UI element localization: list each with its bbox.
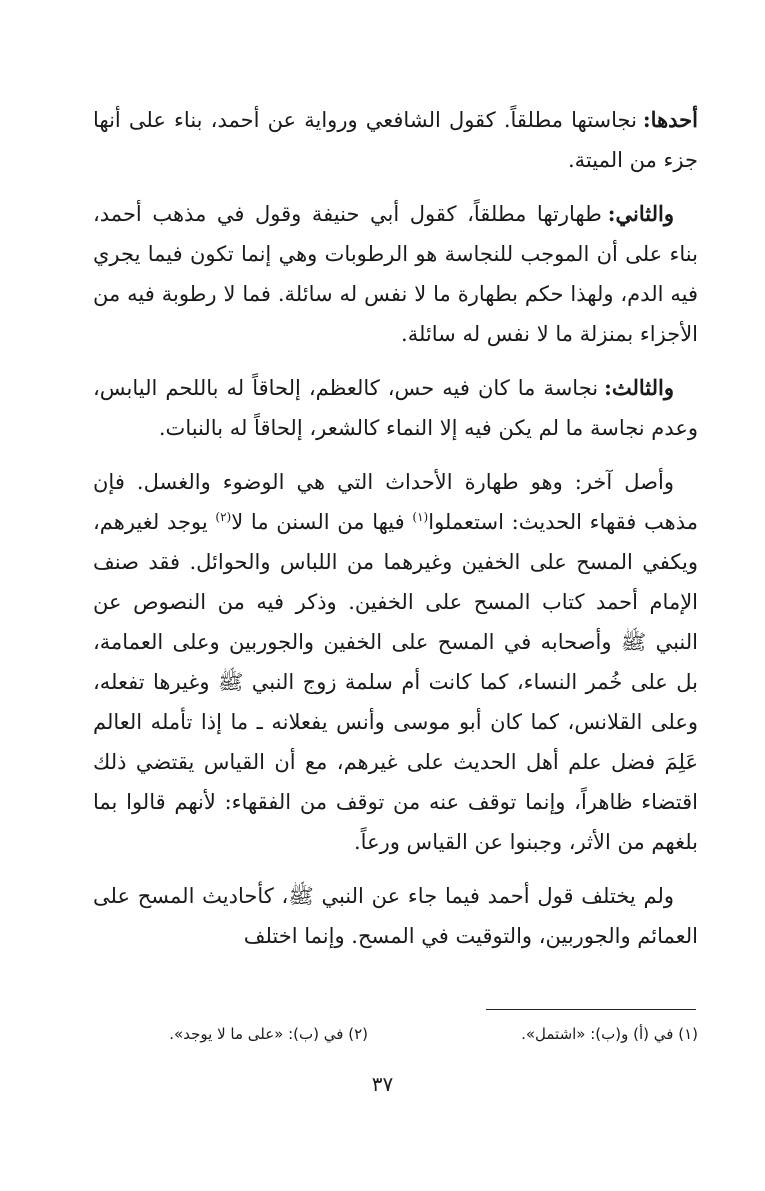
paragraph-label: والثاني:	[607, 201, 674, 226]
paragraph-text: طهارتها مطلقاً، كقول أبي حنيفة وقول في مذهب أحمد، بناء على أن الموجب للنجاسة هو الرطوبات وهي إنما تكون فيما يجري فيه الدم، ولهذا حكم بطهارة ما لا نفس له سائلة. فما لا رطوبة فيه من الأجزاء بمنزلة ما لا نفس له سائلة.	[93, 202, 698, 346]
page-number: ٣٧	[371, 1072, 394, 1096]
paragraph-text: فيها من السنن ما لا	[231, 510, 413, 534]
paragraph-text: وأصل آخر: وهو طهارة الأحداث التي هي الوضوء والغسل. فإن مذهب فقهاء الحديث: استعملوا	[93, 470, 698, 534]
paragraph-label: والثالث:	[604, 375, 674, 400]
footnote-2: (٢) في (ب): «على ما لا يوجد».	[169, 1025, 368, 1043]
paragraph-text: ولم يختلف قول أحمد فيما جاء عن النبي ﷺ، كأحاديث المسح على العمائم والجوربين، والتوقيت في المسح. وإنما اختلف	[93, 884, 698, 948]
paragraph-second-view	[93, 194, 698, 354]
footnote-divider	[486, 1009, 696, 1010]
footnote-marker-2[interactable]: (٢)	[215, 510, 232, 524]
page-body	[93, 100, 698, 970]
footnote-marker-1[interactable]: (١)	[412, 510, 429, 524]
footnotes	[93, 1025, 698, 1061]
paragraph-ahmad-saying	[93, 876, 698, 956]
paragraph-text: نجاسة ما كان فيه حس، كالعظم، إلحاقاً له باللحم اليابس، وعدم نجاسة ما لم يكن فيه إلا النماء كالشعر، إلحاقاً له بالنبات.	[93, 376, 698, 440]
paragraph-text: نجاستها مطلقاً. كقول الشافعي ورواية عن أحمد، بناء على أنها جزء من الميتة.	[93, 108, 698, 172]
paragraph-text: يوجد لغيرهم، ويكفي المسح على الخفين وغيرهما من اللباس والحوائل. فقد صنف الإمام أحمد كتاب المسح على الخفين. وذكر فيه من النصوص عن النبي ﷺ وأصحابه في المسح على الخفين والجوربين وعلى العمامة، بل على خُمر النساء، كما كانت أم سلمة زوج النبي ﷺ وغيرها تفعله، وعلى القلانس، كما كان أبو موسى وأنس يفعلانه ـ ما إذا تأمله العالم عَلِمَ فضل علم أهل الحديث على غيرهم، مع أن القياس يقتضي ذلك اقتضاء ظاهراً، وإنما توقف عنه من توقف من الفقهاء: لأنهم قالوا بما بلغهم من الأثر، وجبنوا عن القياس ورعاً.	[93, 510, 698, 854]
footnote-1: (١) في (أ) و(ب): «اشتمل».	[521, 1025, 698, 1043]
paragraph-label: أحدها:	[642, 107, 698, 132]
paragraph-third-view	[93, 368, 698, 448]
paragraph-another-principle	[93, 462, 698, 862]
paragraph-first-view	[93, 100, 698, 180]
